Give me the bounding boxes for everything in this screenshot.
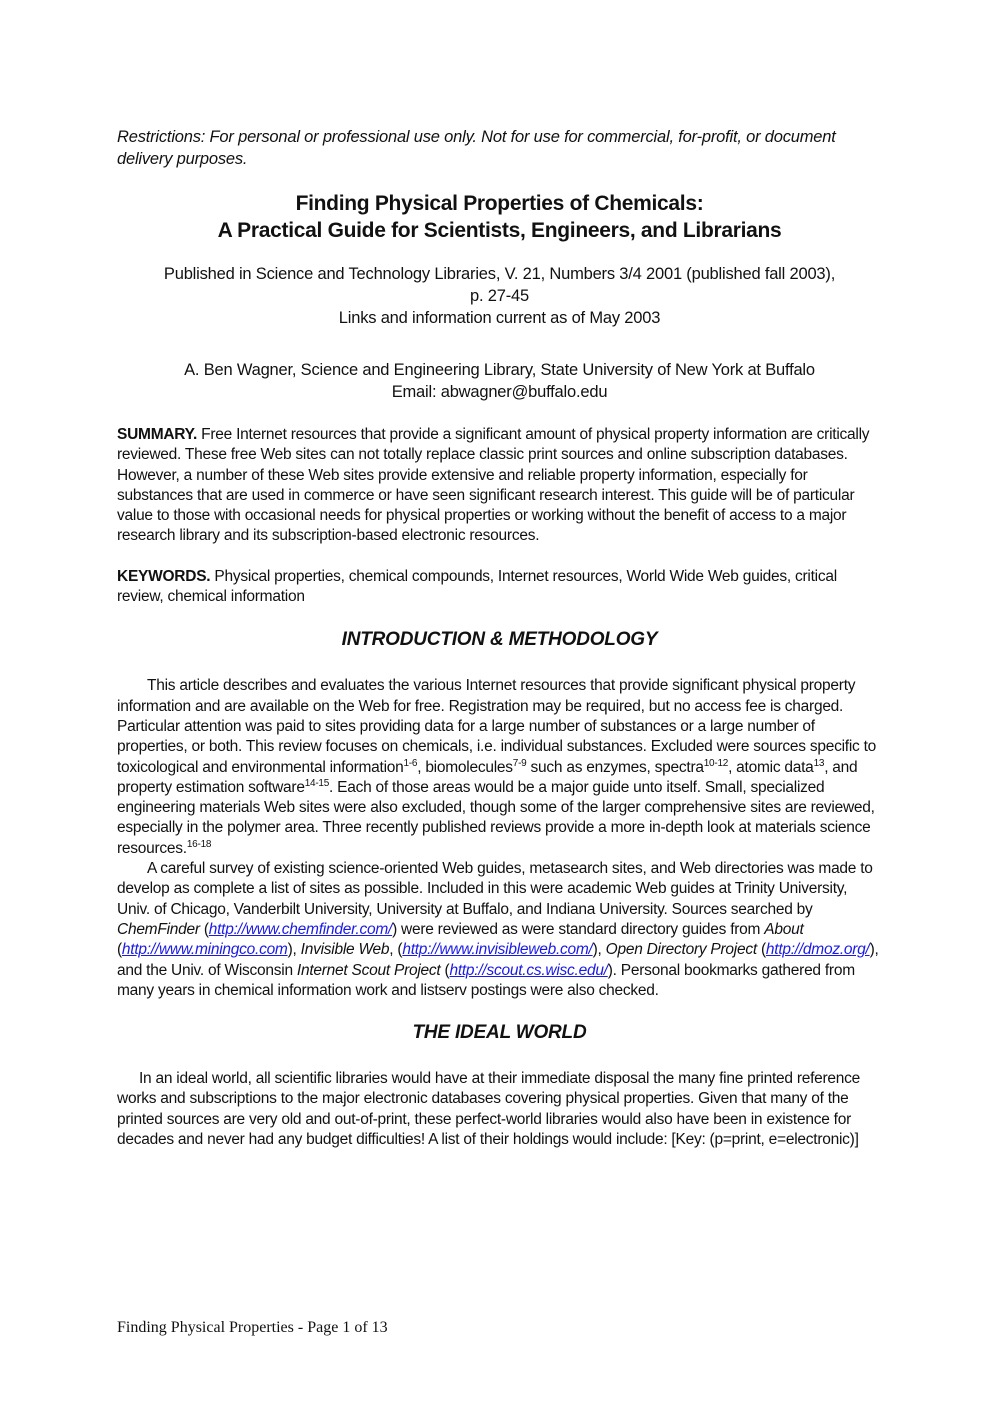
summary-text: Free Internet resources that provide a significant amount of physical property information are critically reviewed. These free Web sites can not totally replace classic print sources and online subscription databases. However, a number of these Web sites provide extensive and reliable property information, especially for substances that are used in commerce or have seen significant research interest. This guide will be of particular value to those with occasional needs for physical properties or working without the benefit of access to a major research library and its subscription-based electronic resources. bbox=[117, 426, 870, 545]
footnote-ref: 13 bbox=[813, 757, 825, 769]
publication-info bbox=[117, 263, 882, 329]
footnote-ref: 1-6 bbox=[403, 757, 418, 769]
scout-link[interactable]: http://scout.cs.wisc.edu/ bbox=[449, 961, 608, 979]
keywords-text: Physical properties, chemical compounds, Internet resources, World Wide Web guides, critical review, chemical information bbox=[117, 567, 837, 606]
chemfinder-link[interactable]: http://www.chemfinder.com/ bbox=[208, 920, 393, 938]
body-text: ), and the Univ. of Wisconsin bbox=[117, 941, 879, 979]
section-heading-introduction: INTRODUCTION & METHODOLOGY bbox=[341, 629, 658, 651]
body-text: ), bbox=[287, 941, 301, 959]
footnote-ref: 10-12 bbox=[703, 757, 729, 769]
body-text: ( bbox=[199, 920, 209, 938]
section-heading-ideal-world: THE IDEAL WORLD bbox=[412, 1022, 587, 1044]
body-text: ) were reviewed as were standard directory guides from bbox=[392, 920, 765, 938]
body-text: ), bbox=[592, 941, 606, 959]
open-directory-name: Open Directory Project bbox=[605, 941, 757, 959]
document-title bbox=[117, 190, 882, 244]
body-text: A careful survey of existing science-oriented Web guides, metasearch sites, and Web directories was made to develop as complete a list of sites as possible. Included in this were academic Web guides at Trinity University, Univ. of Chicago, Vanderbilt University, University at Buffalo, and Indiana University. Sources searched by bbox=[117, 860, 873, 918]
author-info bbox=[117, 359, 882, 403]
about-name: About bbox=[764, 920, 804, 938]
body-text: ( bbox=[117, 941, 122, 959]
body-text: ( bbox=[440, 961, 450, 979]
body-text: such as enzymes, spectra bbox=[526, 758, 704, 776]
miningco-link[interactable]: http://www.miningco.com bbox=[121, 941, 288, 959]
body-text: ). Personal bookmarks gathered from many years in chemical information work and listserv postings were also checked. bbox=[117, 961, 855, 999]
body-text: , ( bbox=[389, 941, 403, 959]
body-text: , biomolecules bbox=[417, 758, 513, 776]
document-page bbox=[117, 126, 882, 1150]
page-footer: Finding Physical Properties - Page 1 of 13 bbox=[117, 1319, 388, 1336]
body-text: This article describes and evaluates the various Internet resources that provide significant physical property information and are available on the Web for free. Registration may be required, but no access fee is charged. Particular attention was paid to sites providing data for a large number of substances or a large number of properties, or both. This review focuses on chemicals, i.e. individual substances. Excluded were sources specific to toxicological and environmental information bbox=[117, 677, 877, 776]
intro-paragraph-1 bbox=[117, 676, 882, 859]
publication-pages: p. 27-45 bbox=[470, 287, 529, 305]
keywords-label: KEYWORDS. bbox=[117, 567, 211, 585]
restrictions-notice: Restrictions: For personal or professional use only. Not for use for commercial, for-profit, or document delivery purposes. bbox=[117, 128, 836, 168]
dmoz-link[interactable]: http://dmoz.org/ bbox=[765, 941, 870, 959]
title-line-1: Finding Physical Properties of Chemicals: bbox=[295, 192, 704, 215]
footnote-ref: 14-15 bbox=[304, 777, 330, 789]
intro-paragraph-2 bbox=[117, 859, 882, 1001]
internet-scout-name: Internet Scout Project bbox=[296, 961, 441, 979]
body-text: , and property estimation software bbox=[117, 758, 858, 796]
links-currency-note: Links and information current as of May 2003 bbox=[338, 309, 661, 327]
footnote-ref: 16-18 bbox=[186, 838, 212, 850]
chemfinder-name: ChemFinder bbox=[117, 920, 200, 938]
author-email: Email: abwagner@buffalo.edu bbox=[391, 383, 608, 401]
body-text: ( bbox=[756, 941, 766, 959]
title-line-2: A Practical Guide for Scientists, Engineers, and Librarians bbox=[217, 219, 782, 242]
invisible-web-name: Invisible Web bbox=[300, 941, 390, 959]
ideal-world-paragraph: In an ideal world, all scientific libraries would have at their immediate disposal the many fine printed reference works and subscriptions to the major electronic databases covering physical properties. Given that many of the printed sources are very old and out-of-print, these perfect-world libraries would also have been in existence for decades and never had any budget difficulties! A list of their holdings would include: [Key: (p=print, e=electronic)] bbox=[117, 1070, 861, 1149]
summary-label: SUMMARY. bbox=[117, 426, 198, 443]
publication-line-1: Published in Science and Technology Libraries, V. 21, Numbers 3/4 2001 (published fall 2003), bbox=[163, 265, 836, 283]
summary-paragraph bbox=[117, 425, 882, 547]
body-text: , atomic data bbox=[728, 758, 814, 776]
footnote-ref: 7-9 bbox=[512, 757, 527, 769]
invisibleweb-link[interactable]: http://www.invisibleweb.com/ bbox=[402, 941, 593, 959]
keywords-paragraph bbox=[117, 567, 882, 608]
author-affiliation: A. Ben Wagner, Science and Engineering Library, State University of New York at Buffalo bbox=[184, 361, 815, 379]
body-text: . Each of those areas would be a major guide unto itself. Small, specialized engineering materials Web sites were also excluded, though some of the larger comprehensive sites are reviewed, especially in the polymer area. Three recently published reviews provide a more in-depth look at materials science resources. bbox=[117, 778, 875, 857]
